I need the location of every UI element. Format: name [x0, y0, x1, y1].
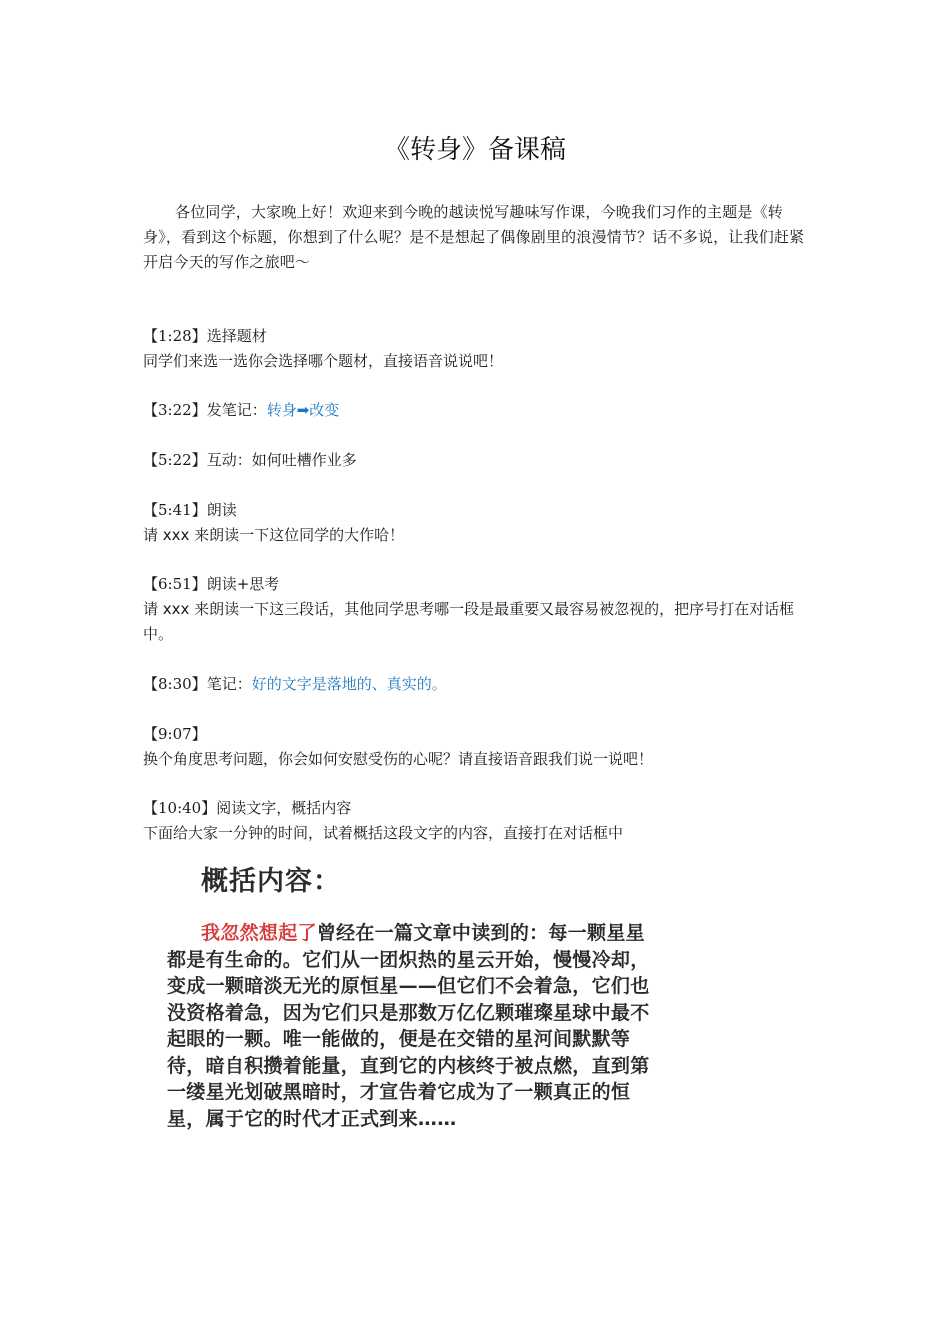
section-heading-8-30	[143, 672, 807, 697]
section-heading-5-41	[143, 498, 807, 523]
timestamp: 【3:22】	[143, 401, 207, 419]
section-heading-10-40	[143, 796, 807, 821]
section-heading-1-28	[143, 324, 807, 349]
summary-passage	[167, 920, 651, 1132]
section-label: 阅读文字，概括内容	[216, 799, 352, 817]
section-heading-9-07	[143, 722, 807, 747]
timestamp: 【5:22】	[143, 451, 207, 469]
section-label: 朗读	[206, 501, 237, 519]
section-body-10-40: 下面给大家一分钟的时间，试着概括这段文字的内容，直接打在对话框中	[143, 824, 624, 842]
section-label: 互动：如何吐槽作业多	[206, 451, 357, 469]
intro-paragraph: 各位同学，大家晚上好！欢迎来到今晚的越读悦写趣味写作课，今晚我们习作的主题是《转身》，看到这个标题，你想到了什么呢？是不是想起了偶像剧里的浪漫情节？话不多说，让我们赶紧开启今天的写作之旅吧～	[143, 203, 805, 271]
summary-heading: 概括内容：	[201, 866, 341, 897]
timestamp: 【9:07】	[143, 725, 207, 743]
timestamp: 【8:30】	[143, 675, 207, 693]
section-body-9-07: 换个角度思考问题，你会如何安慰受伤的心呢？请直接语音跟我们说一说吧！	[143, 750, 654, 768]
timestamp: 【6:51】	[143, 575, 207, 593]
section-label: 笔记：	[206, 675, 252, 693]
summary-body: 曾经在一篇文章中读到的：每一颗星星都是有生命的。它们从一团炽热的星云开始，慢慢冷却，变成一颗暗淡无光的原恒星——但它们不会着急，它们也没资格着急，因为它们只是那数万亿亿颗璀璨星球中最不起眼的一颗。唯一能做的，便是在交错的星河间默默等待，暗自积攒着能量，直到它的内核终于被点燃，直到第一缕星光划破黑暗时，才宣告着它成为了一颗真正的恒星，属于它的时代才正式到来……	[167, 922, 650, 1130]
section-label: 朗读+思考	[206, 575, 280, 593]
timestamp: 【1:28】	[143, 327, 207, 345]
section-label: 发笔记：	[206, 401, 267, 419]
section-body-6-51: 请 xxx 来朗读一下这三段话，其他同学思考哪一段是最重要又最容易被忽视的，把序号打在对话框中。	[143, 600, 795, 643]
page-title: 《转身》备课稿	[383, 135, 566, 165]
section-heading-3-22	[143, 398, 807, 423]
summary-image	[165, 858, 665, 1158]
note-text: 转身➡改变	[266, 401, 340, 419]
section-body-5-41: 请 xxx 来朗读一下这位同学的大作哈！	[143, 526, 405, 544]
timestamp: 【5:41】	[143, 501, 207, 519]
note-text: 好的文字是落地的、真实的。	[251, 675, 447, 693]
section-label: 选择题材	[206, 327, 267, 345]
section-body-1-28: 同学们来选一选你会选择哪个题材，直接语音说说吧！	[143, 352, 504, 370]
timestamp: 【10:40】	[143, 799, 217, 817]
section-heading-6-51	[143, 572, 807, 597]
summary-highlight: 我忽然想起了	[201, 922, 317, 944]
section-heading-5-22	[143, 448, 807, 473]
